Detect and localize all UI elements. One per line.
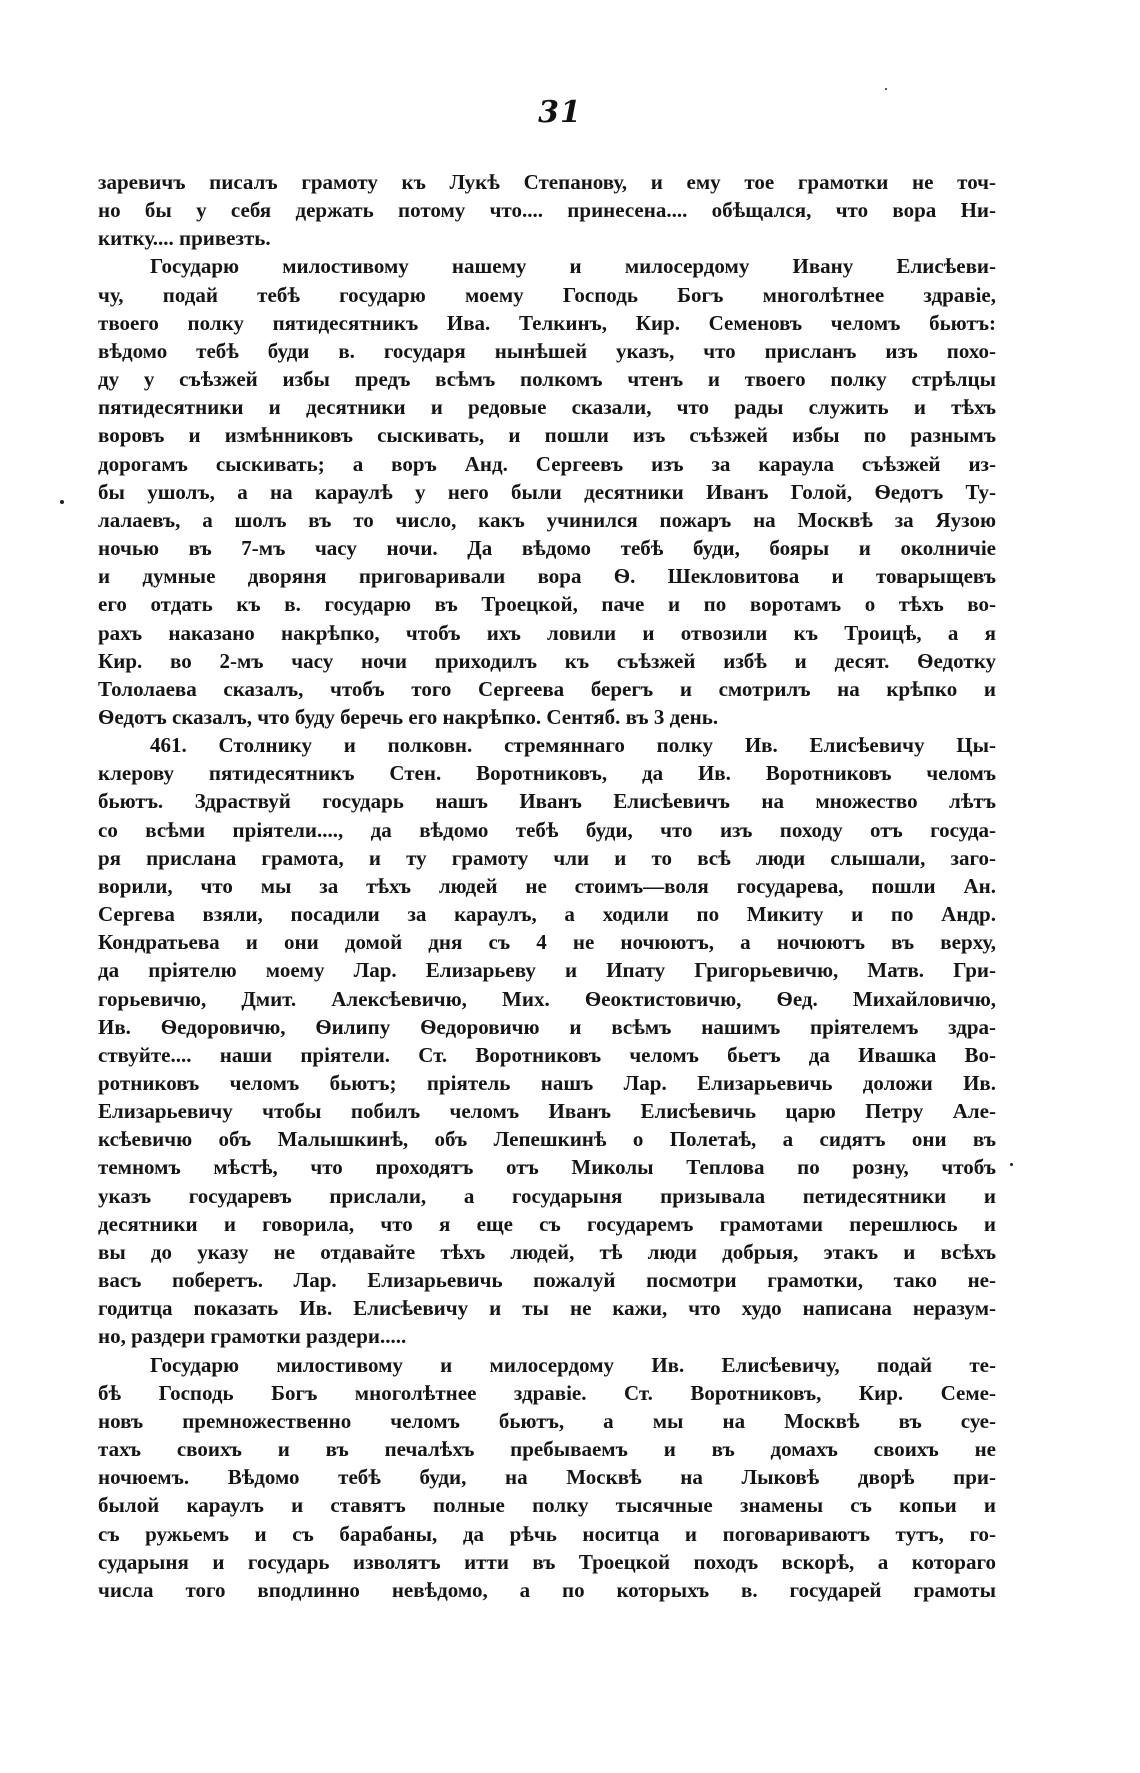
text-line: десятники и говорила, что я еще съ государемъ грамотами перешлюсь и <box>98 1211 996 1236</box>
scan-speck <box>1010 1163 1013 1166</box>
text-line: воровъ и измѣнниковъ сыскивать, и пошли изъ съѣзжей избы по разнымъ <box>98 423 996 448</box>
text-line: 461. Столнику и полковн. стремяннаго полку Ив. Елисѣевичу Цы- <box>150 733 996 758</box>
page-body-text <box>98 168 996 1604</box>
text-line: васъ поберетъ. Лар. Елизарьевичь пожалуй посмотри грамотки, тако не- <box>98 1268 996 1293</box>
text-line: ксѣевичю объ Малышкинѣ, объ Лепешкинѣ о Полетаѣ, а сидятъ они въ <box>98 1127 996 1152</box>
text-line: его отдать къ в. государю въ Троецкой, паче и по воротамъ о тѣхъ во- <box>98 592 996 617</box>
text-line: бѣ Господь Богъ многолѣтнее здравіе. Ст. Воротниковъ, Кир. Семе- <box>98 1380 996 1405</box>
text-line: Государю милостивому и милосердому Ив. Елисѣевичу, подай те- <box>150 1352 996 1377</box>
text-line: пятидесятники и десятники и редовые сказали, что рады служить и тѣхъ <box>98 395 996 420</box>
text-line: бы ушолъ, а на караулѣ у него были десятники Иванъ Голой, Ѳедотъ Ту- <box>98 479 996 504</box>
text-line: вѣдомо тебѣ буди в. государя нынѣшей указъ, что присланъ изъ похо- <box>98 338 996 363</box>
text-line: клерову пятидесятникъ Стен. Воротниковъ, да Ив. Воротниковъ челомъ <box>98 761 996 786</box>
text-line: ночюемъ. Вѣдомо тебѣ буди, на Москвѣ на Лыковѣ дворѣ при- <box>98 1465 996 1490</box>
text-line: Кондратьева и они домой дня съ 4 не ночюютъ, а ночюютъ въ верху, <box>98 930 996 955</box>
text-line: Ив. Ѳедоровичю, Ѳилипу Ѳедоровичю и всѣмъ нашимъ пріятелемъ здра- <box>98 1014 996 1039</box>
text-line: ду у съѣзжей избы предъ всѣмъ полкомъ чтенъ и твоего полку стрѣлцы <box>98 367 996 392</box>
text-line: сударыня и государь изволятъ итти въ Троецкой походъ вскорѣ, а котораго <box>98 1549 996 1574</box>
text-line: новъ премножественно челомъ бьютъ, а мы на Москвѣ въ суе- <box>98 1408 996 1433</box>
text-line: годитца показать Ив. Елисѣевичу и ты не кажи, что худо написана неразум- <box>98 1296 996 1321</box>
text-line: китку.... привезть. <box>98 226 271 251</box>
text-line: Сергева взяли, посадили за караулъ, а ходили по Микиту и по Андр. <box>98 902 996 927</box>
text-line: и думные дворяня приговаривали вора Ѳ. Шекловитова и товарыщевъ <box>98 564 996 589</box>
text-line: Государю милостивому нашему и милосердому Ивану Елисѣеви- <box>150 254 996 279</box>
text-line: вы до указу не отдавайте тѣхъ людей, тѣ люди добрыя, этакъ и всѣхъ <box>98 1239 996 1264</box>
text-line: ворили, что мы за тѣхъ людей не стоимъ—воля государева, пошли Ан. <box>98 873 996 898</box>
text-line: числа того вподлинно невѣдомо, а по которыхъ в. государей грамоты <box>98 1577 996 1602</box>
text-line: рахъ наказано накрѣпко, чтобъ ихъ ловили и отвозили къ Троицѣ, а я <box>98 620 996 645</box>
text-line: указъ государевъ прислали, а государыня призывала петидесятники и <box>98 1183 996 1208</box>
text-line: ротниковъ челомъ бьютъ; пріятель нашъ Лар. Елизарьевичь доложи Ив. <box>98 1071 996 1095</box>
text-line: бьютъ. Здраствуй государь нашъ Иванъ Елисѣевичъ на множество лѣтъ <box>98 789 996 814</box>
text-line: твоего полку пятидесятникъ Ива. Телкинъ, Кир. Семеновъ челомъ бьютъ: <box>98 310 996 335</box>
text-line: но бы у себя держать потому что.... принесена.... обѣщался, что вора Ни- <box>98 198 996 223</box>
text-line: горьевичю, Дмит. Алексѣевичю, Мих. Ѳеоктистовичю, Ѳед. Михайловичю, <box>98 986 996 1011</box>
scan-speck <box>885 88 887 90</box>
text-line: темномъ мѣстѣ, что проходятъ отъ Миколы Теплова по розну, чтобъ <box>98 1155 996 1180</box>
text-line: Тололаева сказалъ, чтобъ того Сергеева берегъ и смотрилъ на крѣпко и <box>98 676 996 701</box>
text-line: но, раздери грамотки раздери..... <box>98 1324 407 1349</box>
text-line: ствуйте.... наши пріятели. Ст. Воротниковъ челомъ бьетъ да Ивашка Во- <box>98 1042 996 1067</box>
text-line: Кир. во 2-мъ часу ночи приходилъ къ съѣзжей избѣ и десят. Ѳедотку <box>98 648 996 673</box>
text-line: со всѣми пріятели...., да вѣдомо тебѣ буди, что изъ походу отъ госуда- <box>98 817 996 842</box>
text-line: ночью въ 7-мъ часу ночи. Да вѣдомо тебѣ буди, бояры и околничіе <box>98 536 996 561</box>
text-line: ря прислана грамота, и ту грамоту чли и то всѣ люди слышали, заго- <box>98 845 996 870</box>
text-line: съ ружьемъ и съ барабаны, да рѣчь носитца и поговариваютъ тутъ, го- <box>98 1521 996 1546</box>
text-line: тахъ своихъ и въ печалѣхъ пребываемъ и въ домахъ своихъ не <box>98 1437 996 1462</box>
scan-speck <box>60 500 64 504</box>
page-number: 31 <box>538 95 582 130</box>
text-line: Елизарьевичу чтобы побилъ челомъ Иванъ Елисѣевичь царю Петру Але- <box>98 1099 996 1124</box>
text-line: дорогамъ сыскивать; а воръ Анд. Сергеевъ изъ за караула съѣзжей из- <box>98 451 996 476</box>
text-line: да пріятелю моему Лар. Елизарьеву и Ипату Григорьевичю, Матв. Гри- <box>98 958 996 983</box>
text-line: былой караулъ и ставятъ полные полку тысячные знамены съ копьи и <box>98 1493 996 1518</box>
text-line: Ѳедотъ сказалъ, что буду беречь его накрѣпко. Сентяб. въ 3 день. <box>98 704 719 729</box>
text-line: заревичъ писалъ грамоту къ Лукѣ Степанову, и ему тое грамотки не точ- <box>98 170 996 194</box>
text-line: чу, подай тебѣ государю моему Господь Богъ многолѣтнее здравіе, <box>98 282 996 307</box>
text-line: лалаевъ, а шолъ въ то число, какъ учинился пожаръ на Москвѣ за Яузою <box>98 507 996 532</box>
